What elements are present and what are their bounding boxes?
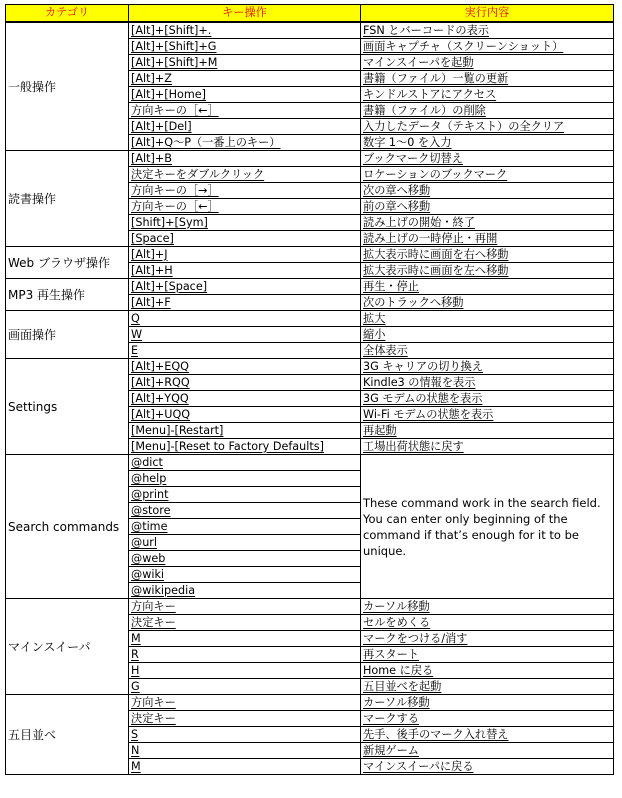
key-cell: Q [129, 311, 361, 327]
key-cell: [Alt]+RQQ [129, 375, 361, 391]
table-body [6, 22, 614, 775]
action-cell: セルをめくる [361, 615, 614, 631]
action-cell: カーソル移動 [361, 599, 614, 615]
category-cell: MP3 再生操作 [6, 279, 129, 311]
key-cell: [Alt]+[Home] [129, 87, 361, 103]
action-cell: 縮小 [361, 327, 614, 343]
key-cell: [Alt]+Z [129, 71, 361, 87]
header-key: キー操作 [129, 5, 361, 23]
key-cell: 方向キー [129, 695, 361, 711]
action-cell: 再起動 [361, 423, 614, 439]
category-cell: 画面操作 [6, 311, 129, 359]
key-cell: [Alt]+[Shift]+M [129, 55, 361, 71]
action-cell: マークする [361, 711, 614, 727]
category-cell: Search commands [6, 455, 129, 599]
action-cell: 読み上げの開始・終了 [361, 215, 614, 231]
key-cell: [Alt]+[Del] [129, 119, 361, 135]
action-cell: 3G モデムの状態を表示 [361, 391, 614, 407]
action-cell: 拡大表示時に画面を左へ移動 [361, 263, 614, 279]
table-row [6, 151, 614, 167]
key-cell: E [129, 343, 361, 359]
key-cell: 決定キー [129, 615, 361, 631]
table-row [6, 247, 614, 263]
action-cell: キンドルストアにアクセス [361, 87, 614, 103]
key-cell: [Shift]+[Sym] [129, 215, 361, 231]
key-cell: H [129, 663, 361, 679]
action-cell: 再スタート [361, 647, 614, 663]
key-cell: @wikipedia [129, 583, 361, 599]
shortcut-table [5, 4, 614, 775]
key-cell: [Space] [129, 231, 361, 247]
key-cell: [Alt]+[Shift]+G [129, 39, 361, 55]
action-cell: 3G キャリアの切り換え [361, 359, 614, 375]
action-cell: Kindle3 の情報を表示 [361, 375, 614, 391]
key-cell: 決定キーをダブルクリック [129, 167, 361, 183]
key-cell: S [129, 727, 361, 743]
category-cell: 読書操作 [6, 151, 129, 247]
action-cell: 工場出荷状態に戻す [361, 439, 614, 455]
action-cell: 前の章へ移動 [361, 199, 614, 215]
action-cell: ロケーションのブックマーク [361, 167, 614, 183]
action-cell: 五目並べを起動 [361, 679, 614, 695]
category-cell: Settings [6, 359, 129, 455]
key-cell: @url [129, 535, 361, 551]
key-cell: [Alt]+[Shift]+. [129, 22, 361, 39]
action-cell: Wi-Fi モデムの状態を表示 [361, 407, 614, 423]
key-cell: 決定キー [129, 711, 361, 727]
key-cell: [Menu]-[Reset to Factory Defaults] [129, 439, 361, 455]
key-cell: @dict [129, 455, 361, 471]
key-cell: [Alt]+H [129, 263, 361, 279]
key-cell: [Alt]+Q～P（一番上のキー） [129, 135, 361, 151]
table-row [6, 311, 614, 327]
key-cell: [Alt]+EQQ [129, 359, 361, 375]
key-cell: [Menu]-[Restart] [129, 423, 361, 439]
action-cell: カーソル移動 [361, 695, 614, 711]
search-note-cell: These command work in the search field. You can enter only beginning of the command if that’s enough for it to be unique. [361, 455, 614, 599]
key-cell: @time [129, 519, 361, 535]
key-cell: G [129, 679, 361, 695]
key-cell: 方向キーの［→］ [129, 183, 361, 199]
action-cell: 入力したデータ（テキスト）の全クリア [361, 119, 614, 135]
key-cell: W [129, 327, 361, 343]
action-cell: 次のトラックへ移動 [361, 295, 614, 311]
key-cell: [Alt]+B [129, 151, 361, 167]
action-cell: ブックマーク切替え [361, 151, 614, 167]
action-cell: FSN とバーコードの表示 [361, 22, 614, 39]
key-cell: 方向キーの［←］ [129, 199, 361, 215]
action-cell: 次の章へ移動 [361, 183, 614, 199]
action-cell: 画面キャプチャ（スクリーンショット） [361, 39, 614, 55]
action-cell: マークをつける/消す [361, 631, 614, 647]
action-cell: 拡大 [361, 311, 614, 327]
action-cell: 読み上げの一時停止・再開 [361, 231, 614, 247]
action-cell: 書籍（ファイル）一覧の更新 [361, 71, 614, 87]
key-cell: [Alt]+J [129, 247, 361, 263]
table-row [6, 279, 614, 295]
action-cell: マインスイーパに戻る [361, 759, 614, 775]
key-cell: [Alt]+UQQ [129, 407, 361, 423]
category-cell: 一般操作 [6, 22, 129, 151]
category-cell: 五目並べ [6, 695, 129, 775]
key-cell: 方向キー [129, 599, 361, 615]
table-row [6, 455, 614, 471]
action-cell: 新規ゲーム [361, 743, 614, 759]
key-cell: M [129, 759, 361, 775]
header-row [6, 5, 614, 23]
action-cell: 再生・停止 [361, 279, 614, 295]
key-cell: @help [129, 471, 361, 487]
category-cell: マインスイーパ [6, 599, 129, 695]
key-cell: @wiki [129, 567, 361, 583]
action-cell: 書籍（ファイル）の削除 [361, 103, 614, 119]
action-cell: マインスイーパを起動 [361, 55, 614, 71]
category-cell: Web ブラウザ操作 [6, 247, 129, 279]
key-cell: M [129, 631, 361, 647]
header-category: カテゴリ [6, 5, 129, 23]
header-action: 実行内容 [361, 5, 614, 23]
key-cell: N [129, 743, 361, 759]
table-row [6, 695, 614, 711]
key-cell: 方向キーの［←］ [129, 103, 361, 119]
key-cell: [Alt]+YQQ [129, 391, 361, 407]
key-cell: [Alt]+F [129, 295, 361, 311]
table-row [6, 22, 614, 39]
action-cell: 全体表示 [361, 343, 614, 359]
action-cell: 数字 1～0 を入力 [361, 135, 614, 151]
action-cell: Home に戻る [361, 663, 614, 679]
table-row [6, 359, 614, 375]
key-cell: @store [129, 503, 361, 519]
key-cell: @print [129, 487, 361, 503]
key-cell: @web [129, 551, 361, 567]
action-cell: 拡大表示時に画面を右へ移動 [361, 247, 614, 263]
table-row [6, 599, 614, 615]
key-cell: R [129, 647, 361, 663]
action-cell: 先手、後手のマーク入れ替え [361, 727, 614, 743]
key-cell: [Alt]+[Space] [129, 279, 361, 295]
